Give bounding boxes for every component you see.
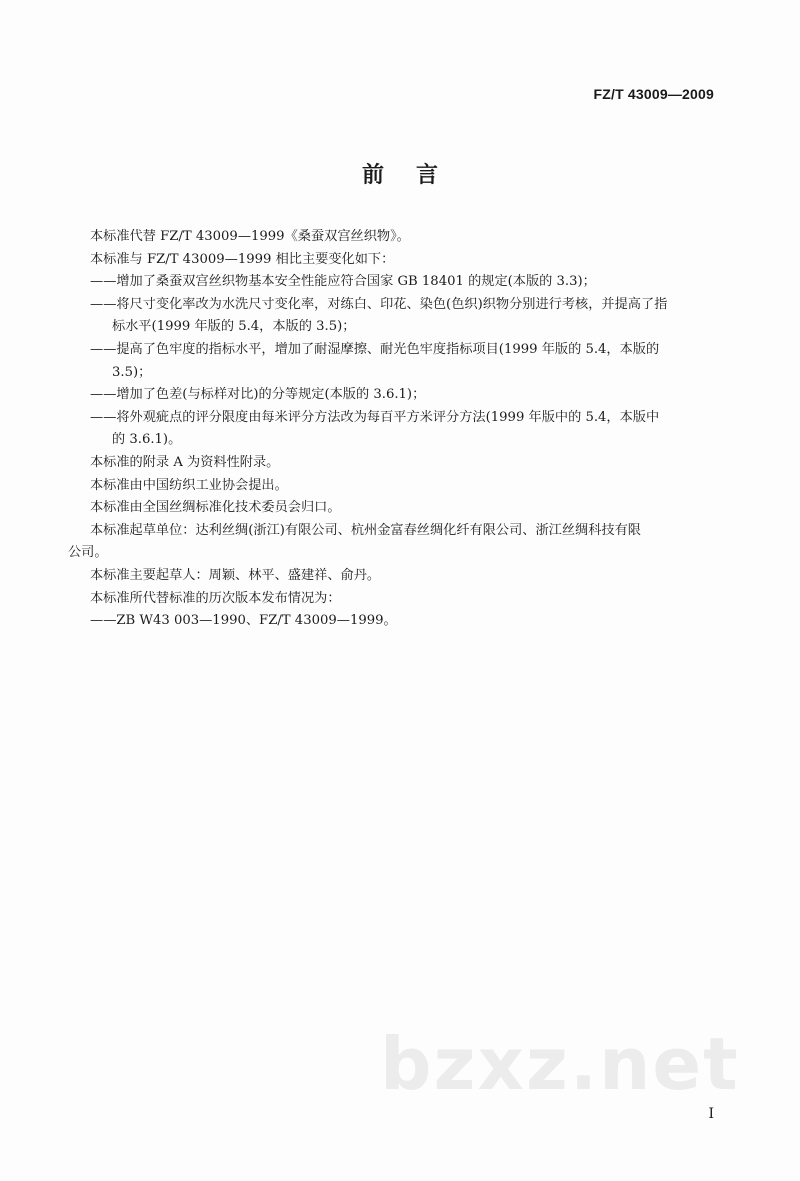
page-number: I	[708, 1106, 714, 1122]
watermark: bzxz.net	[380, 1022, 740, 1106]
change-item: ——将外观疵点的评分限度由每米评分方法改为每百平方米评分方法(1999 年版中的 5.4，本版中	[90, 409, 660, 425]
standard-code: FZ/T 43009—2009	[593, 86, 714, 102]
paragraph: 本标准的附录 A 为资料性附录。	[90, 454, 280, 470]
change-item: ——将尺寸变化率改为水洗尺寸变化率，对练白、印花、染色(色织)织物分别进行考核，并提高了指	[90, 296, 668, 312]
page-title: 前言	[361, 163, 470, 188]
paragraph: 本标准代替 FZ/T 43009—1999《桑蚕双宫丝织物》。	[90, 229, 410, 244]
paragraph: 本标准主要起草人：周颖、林平、盛建祥、俞丹。	[90, 567, 381, 583]
change-item-continuation: 标水平(1999 年版的 5.4，本版的 3.5)；	[112, 319, 356, 335]
change-item: ——ZB W43 003—1990、FZ/T 43009—1999。	[90, 613, 397, 629]
document-body	[68, 226, 720, 633]
change-item-continuation: 3.5)；	[112, 364, 152, 380]
change-item: ——增加了桑蚕双宫丝织物基本安全性能应符合国家 GB 18401 的规定(本版的 3.3)；	[90, 274, 596, 290]
change-item-continuation: 的 3.6.1)。	[112, 432, 182, 448]
paragraph: 本标准由全国丝绸标准化技术委员会归口。	[90, 500, 341, 516]
paragraph-continuation: 公司。	[68, 545, 108, 561]
paragraph: 本标准由中国纺织工业协会提出。	[90, 477, 288, 493]
paragraph: 本标准起草单位：达利丝绸(浙江)有限公司、杭州金富春丝绸化纤有限公司、浙江丝绸科技有限	[90, 522, 641, 538]
change-item: ——增加了色差(与标样对比)的分等规定(本版的 3.6.1)；	[90, 387, 426, 403]
change-item: ——提高了色牢度的指标水平，增加了耐湿摩擦、耐光色牢度指标项目(1999 年版的 5.4，本版的	[90, 341, 660, 357]
paragraph: 本标准与 FZ/T 43009—1999 相比主要变化如下：	[90, 251, 395, 267]
paragraph: 本标准所代替标准的历次版本发布情况为：	[90, 590, 341, 606]
